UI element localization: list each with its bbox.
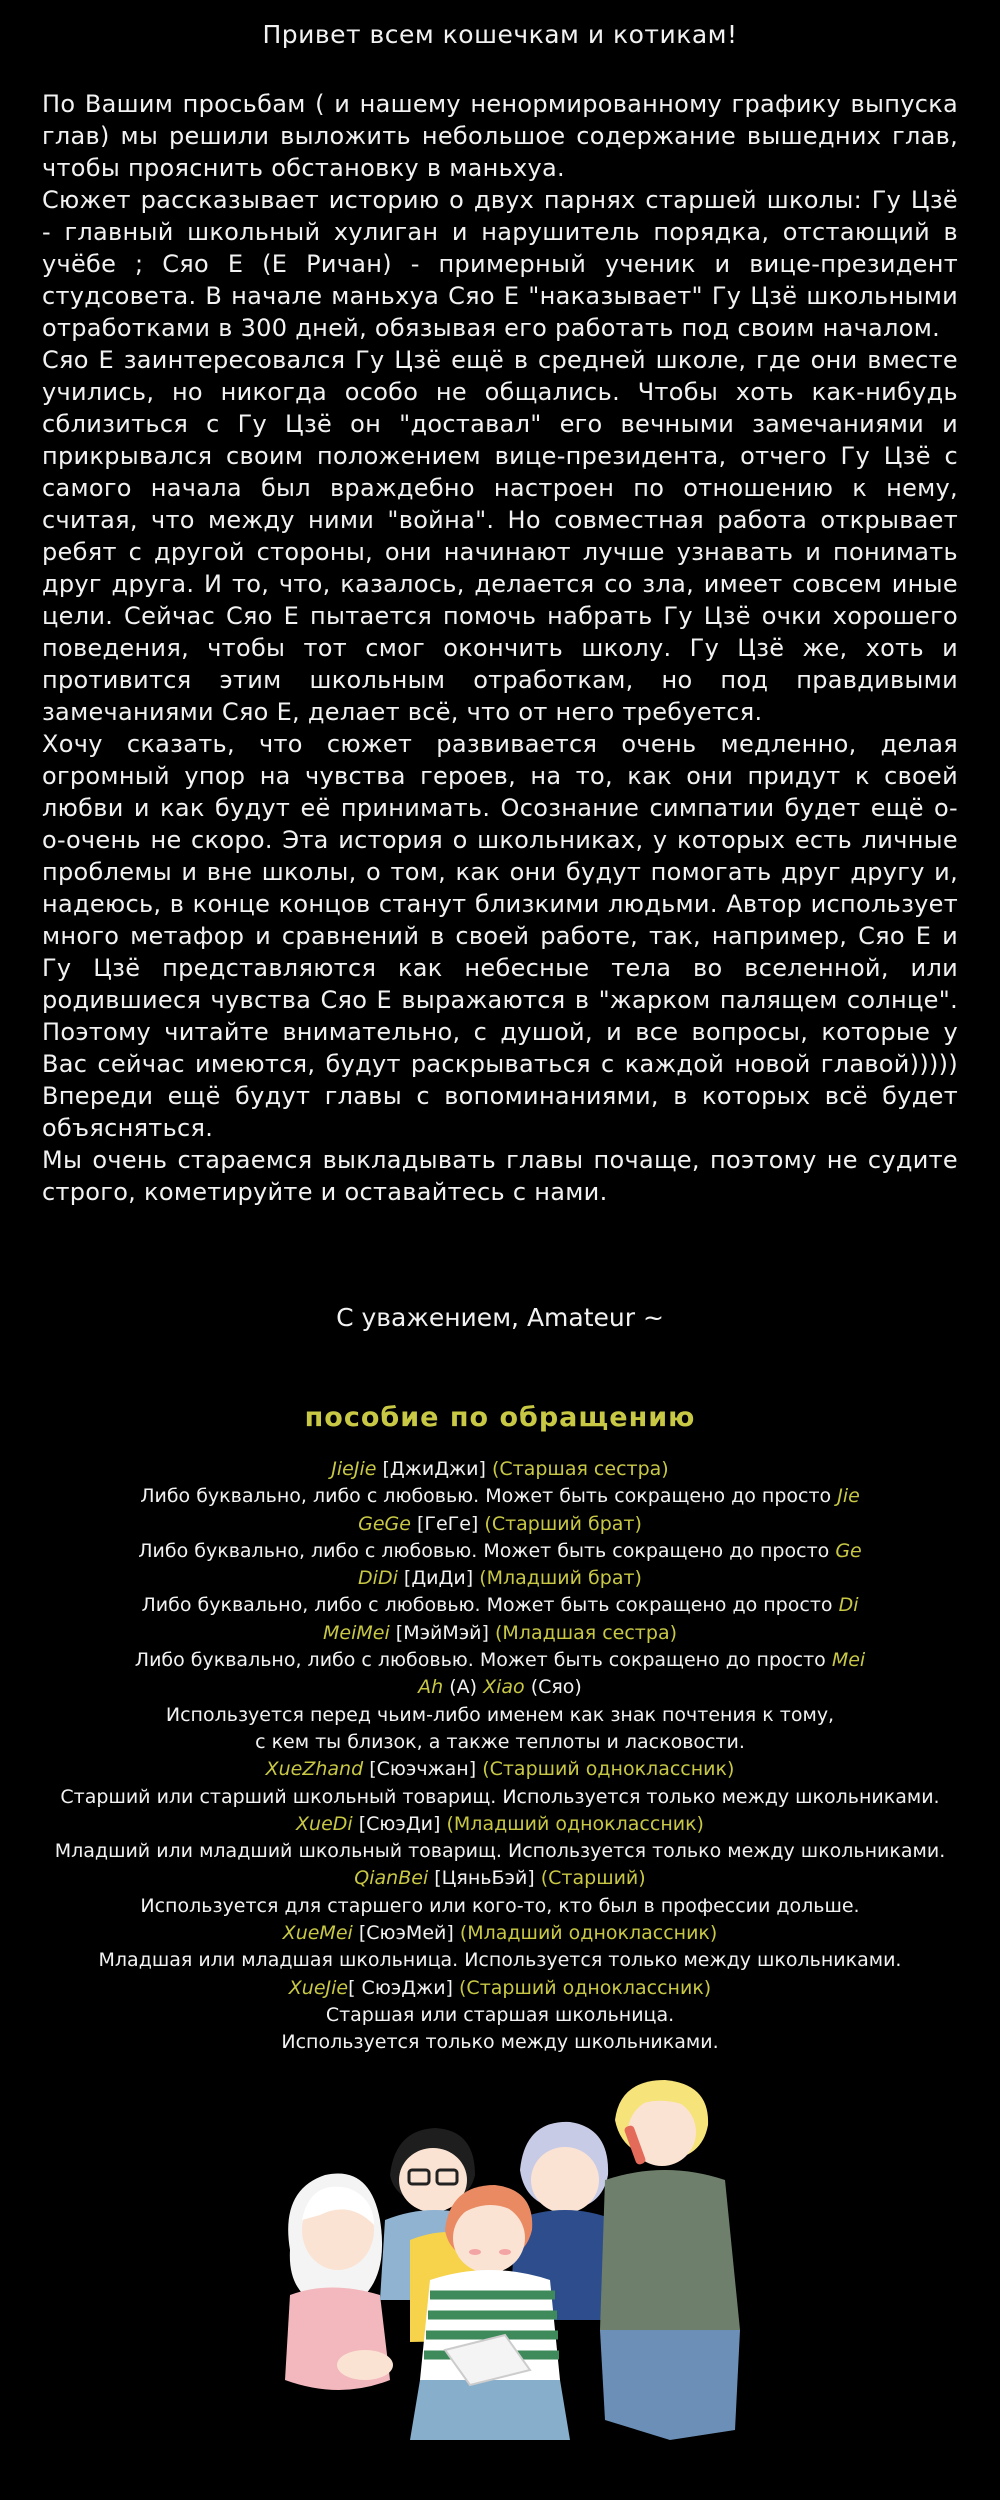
term-name: DiDi [358, 1567, 398, 1590]
term-transliteration: (А) [449, 1676, 478, 1699]
intro-paragraph: Хочу сказать, что сюжет развивается очень медленно, делая огромный упор на чувства героев, на то, как они придут к своей любви и как будут её принимать. Осознание симпатии будет ещё о-о-очень не скоро. Эта история о школьниках, у которых есть личные проблемы и вне школы, о том, как они будут помогать друг другу и, надеюсь, в конце концов станут близкими людьми. Автор использует много метафор и сравнений в своей работе, так, например, Сяо Е и Гу Цзё представляются как небесные тела во вселенной, или родившиеся чувства Сяо Е выражаются в "жарком палящем солнце". Поэтому читайте внимательно, с душой, и все вопросы, которые у Вас сейчас имеются, будут раскрываться с каждой новой главой))))) Впереди ещё будут главы с вопоминаниями, в которых всё будет объясняться. [42, 730, 958, 1142]
term-meaning: (Младший брат) [479, 1567, 642, 1590]
term-description: Младшая или младшая школьница. Используется только между школьниками. [98, 1949, 902, 1972]
term-name: XueJie [288, 1976, 349, 1999]
term-description: Используется перед чьим-либо именем как знак почтения к тому, [165, 1703, 835, 1726]
term-short: Jie [837, 1485, 860, 1508]
term-meaning: (Старший одноклассник) [459, 1976, 712, 1999]
term-description: Младший или младший школьный товарищ. Используется только между школьниками. [54, 1840, 946, 1863]
term-description: Старшая или старшая школьница. [325, 2003, 675, 2026]
term-transliteration: [ГеГе] [416, 1512, 479, 1535]
girl-character [285, 2173, 393, 2390]
term-transliteration: [ДжиДжи] [382, 1458, 486, 1480]
term-description: Используется только между школьниками. [281, 2031, 719, 2054]
term-transliteration: [МэйМэй] [395, 1621, 489, 1644]
term-meaning: (Старшая сестра) [491, 1458, 669, 1480]
term-heading [0, 1920, 1000, 1947]
term-description: Старший или старший школьный товарищ. Используется только между школьниками. [60, 1785, 940, 1808]
intro-paragraph: Сяо Е заинтересовался Гу Цзё ещё в средней школе, где они вместе учились, но никогда особо не общались. Чтобы хоть как-нибудь сблизиться с Гу Цзё он "доставал" его вечными замечаниями и прикрывался своим положением вице-президента, отчего Гу Цзё с самого начала был враждебно настроен по отношению к нему, считая, что между ними "война". Но совместная работа открывает ребят с другой стороны, они начинают лучше узнавать и понимать друг друга. И то, что, казалось, делается со зла, имеет совсем иные цели. Сейчас Сяо Е пытается помочь набрать Гу Цзё очки хорошего поведения, чтобы тот смог окончить школу. Гу Цзё же, хоть и противится этим школьным отработкам, но под правдивыми замечаниями Сяо Е, делает всё, что от него требуется. [42, 346, 958, 726]
intro-paragraph: Мы очень стараемся выкладывать главы почаще, поэтому не судите строго, кометируйте и оставайтесь с нами. [42, 1146, 958, 1206]
term-meaning: (Старший брат) [484, 1512, 642, 1535]
term-name: GeGe [358, 1512, 411, 1535]
term-meaning: (Старший) [540, 1867, 646, 1890]
intro-paragraph: По Вашим просьбам ( и нашему ненормированному графику выпуска глав) мы решили выложить небольшое содержание вышедних глав, чтобы прояснить обстановку в маньхуа. [42, 90, 958, 182]
term-transliteration: [ЦяньБэй] [434, 1867, 535, 1890]
term-meaning: (Младшая сестра) [495, 1621, 677, 1644]
term-name: MeiMei [323, 1621, 390, 1644]
term-description-text: Либо буквально, либо с любовью. Может быть сокращено до просто [140, 1485, 838, 1508]
intro-paragraph: Сюжет рассказывает историю о двух парнях старшей школы: Гу Цзё - главный школьный хулиган и нарушитель порядка, отстающий в учёбе ; Сяо Е (Е Ричан) - примерный ученик и вице-президент студсовета. В начале маньхуа Сяо Е "наказывает" Гу Цзё школьными отработками в 300 дней, обязывая его работать под своим началом. [42, 186, 958, 342]
term-heading [0, 1620, 1000, 1647]
term-heading [0, 1565, 1000, 1592]
address-guide [0, 1456, 1000, 2057]
term-transliteration: [ДиДи] [403, 1567, 474, 1590]
term-description-text: Либо буквально, либо с любовью. Может быть сокращено до просто [141, 1594, 839, 1617]
term-name: XueDi [296, 1812, 353, 1835]
term-description: Используется для старшего или кого-то, кто был в профессии дольше. [140, 1894, 860, 1917]
term-meaning: (Младший одноклассник) [459, 1922, 718, 1945]
term-name: Xiao [483, 1676, 525, 1699]
term-heading [0, 1865, 1000, 1892]
term-short: Mei [831, 1649, 866, 1672]
term-short: Di [838, 1594, 859, 1617]
term-description [0, 1592, 1000, 1619]
term-description: с кем ты близок, а также теплоты и ласковости. [255, 1730, 745, 1753]
term-heading [0, 1456, 1000, 1483]
guide-title: пособие по обращению [304, 1402, 696, 1433]
term-meaning: (Старший одноклассник) [482, 1758, 735, 1781]
term-description-text: Либо буквально, либо с любовью. Может быть сокращено до просто [134, 1649, 832, 1672]
term-meaning: (Младший одноклассник) [446, 1812, 704, 1835]
term-description-text: Либо буквально, либо с любовью. Может быть сокращено до просто [138, 1539, 836, 1562]
term-description [0, 1538, 1000, 1565]
term-description [0, 1647, 1000, 1674]
term-description [0, 1483, 1000, 1510]
term-heading [0, 1975, 1000, 2002]
term-transliteration: [ СюэДжи] [348, 1976, 453, 1999]
term-heading [0, 1756, 1000, 1783]
term-name: XueMei [282, 1922, 353, 1945]
term-transliteration: (Сяо) [530, 1676, 582, 1699]
term-name: Ah [418, 1676, 444, 1699]
term-heading [0, 1511, 1000, 1538]
term-heading [0, 1674, 1000, 1701]
term-name: JieJie [331, 1458, 377, 1480]
term-name: XueZhand [265, 1758, 364, 1781]
greeting-heading: Привет всем кошечкам и котикам! [262, 20, 738, 49]
term-short: Ge [835, 1539, 862, 1562]
intro-text [42, 88, 958, 1208]
term-transliteration: [Сюэчжан] [369, 1758, 477, 1781]
term-transliteration: [СюэМей] [358, 1922, 454, 1945]
signature: С уважением, Amateur ~ [336, 1303, 664, 1332]
term-name: QianBei [354, 1867, 429, 1890]
students-illustration [270, 2080, 750, 2460]
blonde-boy-character [600, 2080, 740, 2440]
term-transliteration: [СюэДи] [358, 1812, 441, 1835]
term-heading [0, 1811, 1000, 1838]
